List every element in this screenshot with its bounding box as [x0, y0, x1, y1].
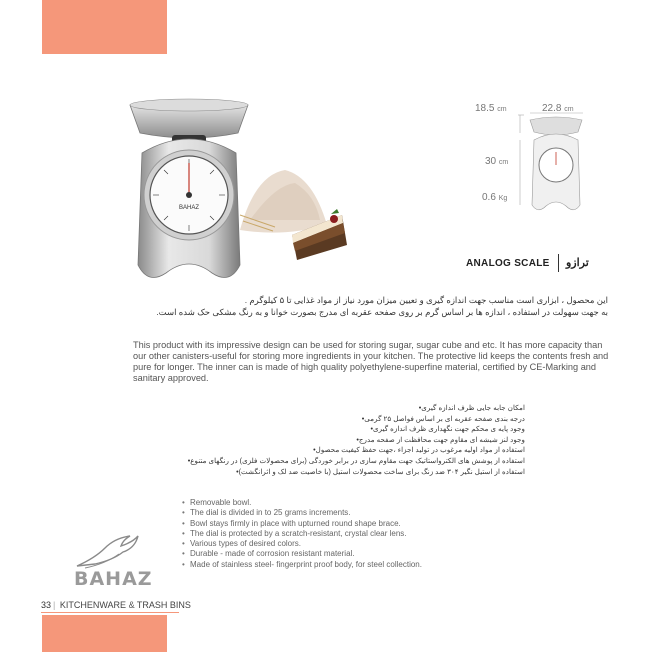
features-fa-list: [175, 403, 525, 477]
description-en: This product with its impressive design can be used for storing sugar, sugar cube and etc. It has more capacity than our other canisters-useful for storing more ingredients in your kitchen. The protective lid keeps the contents fresh and pure for longer. The inner can is made of high quality polyethylene-superfine material, certified by CE-Marking and sanitary approved.: [133, 340, 609, 383]
dial-brand-text: BAHAZ: [178, 205, 200, 211]
feature-fa-item: امکان جابه جایی ظرف اندازه گیری •: [175, 403, 525, 414]
dim-weight: 0.6 Kg: [482, 192, 508, 203]
footer-underline: [41, 612, 179, 613]
footer-page-label: 33 | KITCHENWARE & TRASH BINS: [41, 600, 191, 610]
feature-en-item: • Made of stainless steel- fingerprint proof body, for steel collection.: [182, 560, 422, 570]
feature-en-item: • The dial is divided in to 25 grams increments.: [182, 508, 422, 518]
product-title-fa: ترازو: [566, 257, 589, 269]
feature-fa-item: وجود لنز شیشه ای مقاوم جهت محافظت از صفحه مدرج •: [175, 435, 525, 446]
description-fa-line: به جهت سهولت در استفاده ، اندازه ها بر اساس گرم بر روی صفحه عقربه ای مدرج بصورت خوانا و به رنگ مشکی حک شده است.: [156, 307, 608, 317]
feature-en-item: • Bowl stays firmly in place with upturned round shape brace.: [182, 519, 422, 529]
footer-category-1: KITCHENWARE: [59, 600, 127, 610]
brand-bird-icon: [75, 530, 140, 570]
bottom-accent-bar: [42, 615, 167, 652]
page-number: 33: [41, 600, 52, 610]
title-separator: [558, 254, 559, 272]
dimension-diagram: [470, 95, 645, 215]
footer-amp: &: [128, 600, 135, 610]
dim-width: 22.8 cm: [542, 103, 574, 114]
features-en-list: [182, 498, 422, 570]
dim-height-total: 30 cm: [485, 156, 509, 167]
feature-en-item: • Durable - made of corrosion resistant material.: [182, 549, 422, 559]
description-fa-line: این محصول ، ابزاری است مناسب جهت اندازه گیری و تعیین میزان مورد نیاز از مواد غذایی تا ۵ کیلوگرم .: [244, 295, 608, 305]
cake-image: [287, 205, 352, 265]
feature-fa-item: استفاده از پوشش های الکترواستاتیک جهت مقاوم سازی در برابر خوردگی (برای محصولات فلزی) در رنگهای متنوع •: [175, 456, 525, 467]
description-fa: [140, 294, 608, 318]
feature-fa-item: استفاده از مواد اولیه مرغوب در تولید اجزاء ،جهت حفظ کیفیت محصول •: [175, 445, 525, 456]
feature-en-item: • Removable bowl.: [182, 498, 422, 508]
feature-fa-item: وجود پایه ی محکم جهت نگهداری ظرف اندازه گیری •: [175, 424, 525, 435]
dim-height-top: 18.5 cm: [475, 103, 507, 114]
feature-en-item: • The dial is protected by a scratch-resistant, crystal clear lens.: [182, 529, 422, 539]
feature-fa-item: درجه بندی صفحه عقربه ای بر اساس فواصل ۲۵ گرمی •: [175, 414, 525, 425]
feature-en-item: • Various types of desired colors.: [182, 539, 422, 549]
product-title-en: ANALOG SCALE: [466, 258, 550, 269]
feature-fa-item: استفاده از استیل نگیر ۳۰۴ ضد زنگ برای ساخت محصولات استیل (با خاصیت ضد لک و اثرانگشت) •: [175, 467, 525, 478]
top-accent-bar: [42, 0, 167, 54]
scale-outline-drawing: [518, 110, 588, 220]
brand-logo-text: BAHAZ: [74, 568, 153, 590]
footer-category-2: TRASH BINS: [136, 600, 191, 610]
